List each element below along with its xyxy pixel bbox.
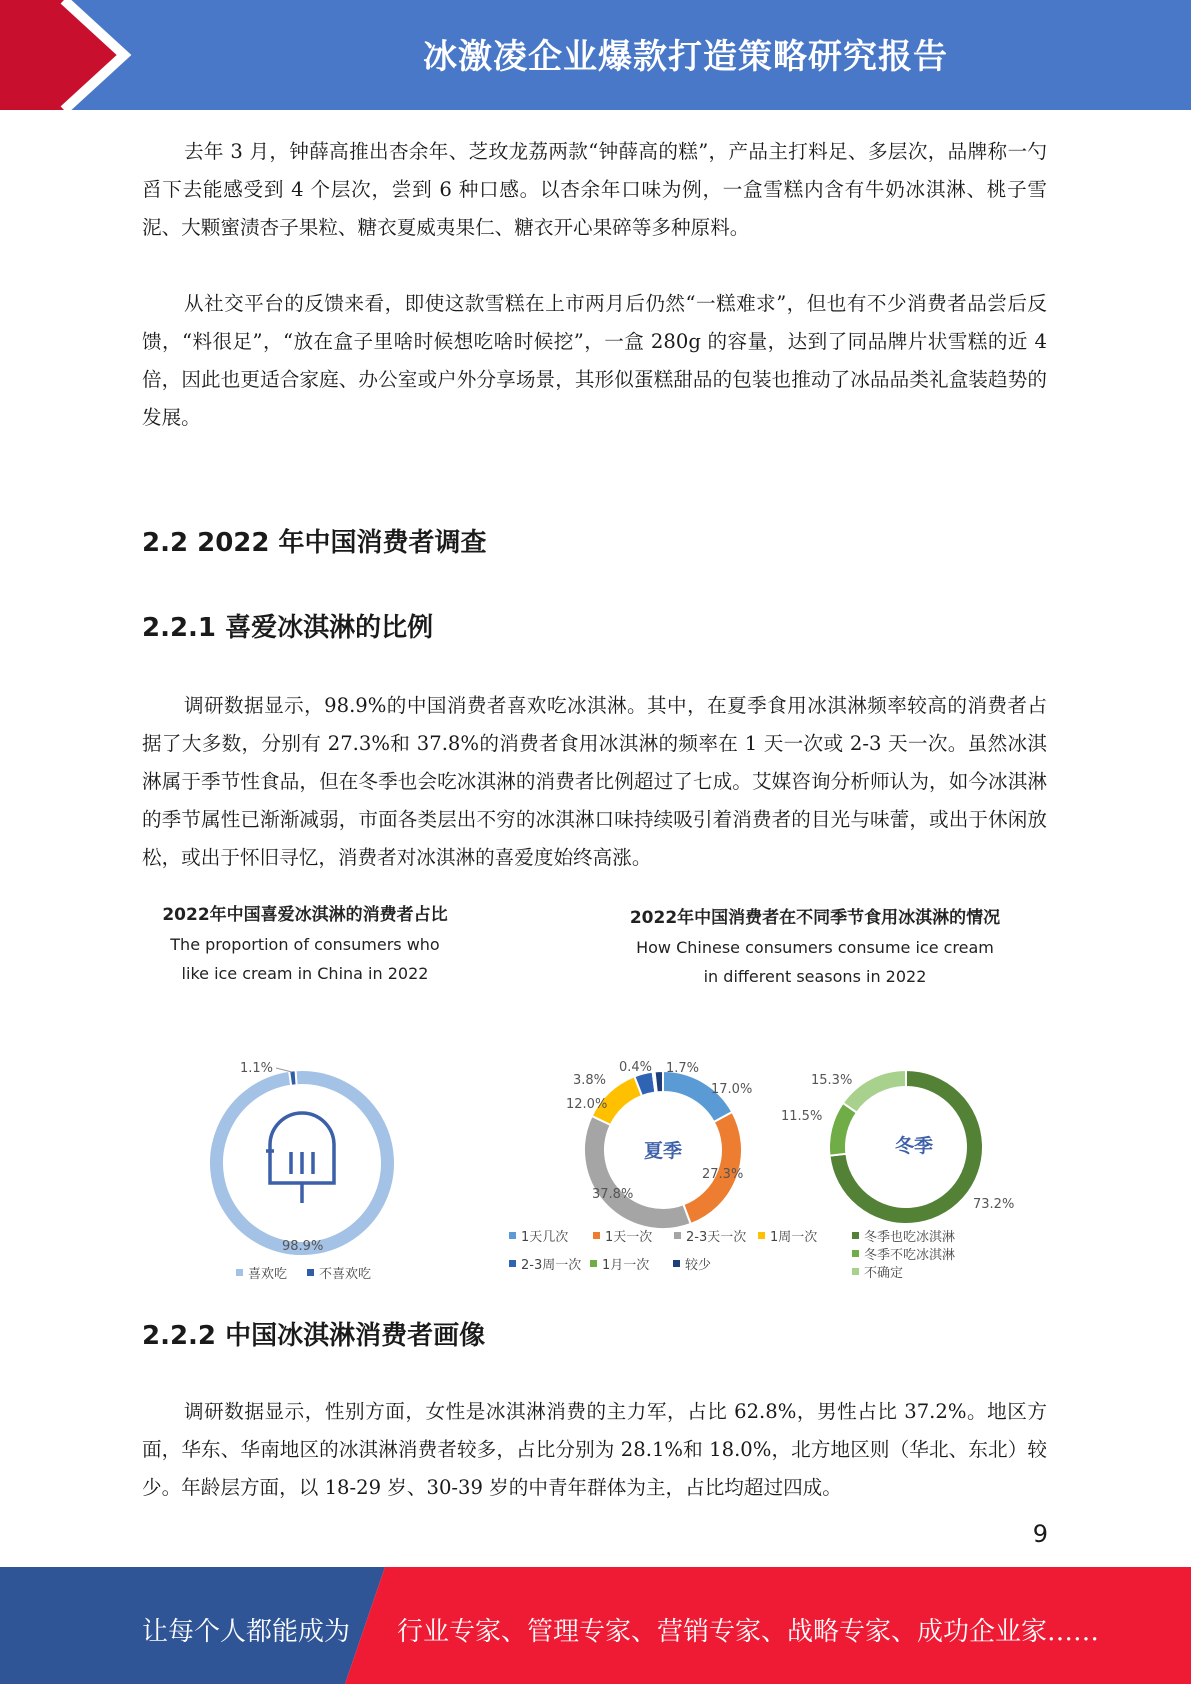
chart1-legend-dislike: 不喜欢吃 (319, 1267, 372, 1282)
chart2-subtitle-line1: How Chinese consumers consume ice cream (636, 938, 994, 957)
chart2-legend-5: 2-3周一次 (521, 1258, 582, 1273)
chart3-legend-swatch-1 (852, 1232, 859, 1239)
chart2-legend-swatch-1 (509, 1232, 516, 1239)
header-title: 冰激凌企业爆款打造策略研究报告 (423, 36, 948, 77)
section-heading-2-2-2: 2.2.2 中国冰淇淋消费者画像 (142, 1321, 486, 1351)
chart2-label-12-0: 12.0% (566, 1097, 608, 1112)
chart1-label-98-9: 98.9% (282, 1239, 324, 1254)
chart2-legend-1: 1天几次 (521, 1230, 569, 1245)
paragraph-1: 去年 3 月，钟薛高推出杏余年、芝玫龙荔两款“钟薛高的糕”，产品主打料足、多层次，品牌称一勺舀下去能感受到 4 个层次，尝到 6 种口感。以杏余年口味为例，一盒雪糕内含有牛奶冰淇淋、桃子雪泥、大颗蜜渍杏子果粒、糖衣夏威夷果仁、糖衣开心果碎等多种原料。 (142, 140, 1047, 239)
chart2-legend-3: 2-3天一次 (686, 1230, 747, 1245)
chart1-subtitle-line2: like ice cream in China in 2022 (181, 964, 429, 983)
chart3-legend-1: 冬季也吃冰淇淋 (864, 1230, 956, 1245)
chart2-legend-swatch-4 (758, 1232, 765, 1239)
chart1-legend-like: 喜欢吃 (248, 1267, 288, 1282)
ice-cream-icon (266, 1113, 334, 1203)
chart3-center-label: 冬季 (894, 1135, 934, 1157)
chart3-legend-swatch-3 (852, 1268, 859, 1275)
chart1-legend-swatch-dislike (307, 1269, 314, 1276)
chart3-legend-2: 冬季不吃冰淇淋 (864, 1248, 956, 1263)
chart2-legend-swatch-6 (590, 1260, 597, 1267)
chart2-legend-swatch-7 (673, 1260, 680, 1267)
section-heading-2-2: 2.2 2022 年中国消费者调查 (142, 528, 487, 558)
chart2-legend-7: 较少 (685, 1258, 712, 1273)
chart3-legend-3: 不确定 (864, 1266, 904, 1281)
chart3-label-15-3: 15.3% (811, 1073, 853, 1088)
chart2-center-label: 夏季 (643, 1140, 683, 1162)
chart2-legend-6: 1月一次 (602, 1258, 650, 1273)
chart2-label-37-8: 37.8% (592, 1187, 634, 1202)
chart2-label-27-3: 27.3% (702, 1167, 744, 1182)
chart2-slice-3 (584, 1116, 691, 1229)
chart2-label-0-4: 0.4% (619, 1060, 653, 1075)
page-number: 9 (1032, 1520, 1048, 1548)
chart2-slice-7 (655, 1071, 663, 1092)
chart3-label-73-2: 73.2% (973, 1197, 1015, 1212)
chart2-title: 2022年中国消费者在不同季节食用冰淇淋的情况 (629, 908, 1001, 928)
chart2-legend-swatch-3 (674, 1232, 681, 1239)
chart2-label-1-7: 1.7% (666, 1061, 700, 1076)
chart1-subtitle-line1: The proportion of consumers who (170, 935, 440, 954)
chart1-slice-2 (289, 1070, 296, 1086)
paragraph-3: 调研数据显示，98.9%的中国消费者喜欢吃冰淇淋。其中，在夏季食用冰淇淋频率较高的消费者占据了大多数，分别有 27.3%和 37.8%的消费者食用冰淇淋的频率在 1 天一次或 2-3 天一次。虽然冰淇淋属于季节性食品，但在冬季也会吃冰淇淋的消费者比例超过了七成。艾媒咨询分析师认为，如今冰淇淋的季节属性已渐渐减弱，市面各类层出不穷的冰淇淋口味持续吸引着消费者的目光与味蕾，或出于休闲放松，或出于怀旧寻忆，消费者对冰淇淋的喜爱度始终高涨。 (142, 694, 1047, 869)
footer-slogan-left: 让每个人都能成为 (142, 1617, 351, 1647)
chart2-legend-swatch-5 (509, 1260, 516, 1267)
chart2-legend-2: 1天一次 (605, 1230, 653, 1245)
section-heading-2-2-1: 2.2.1 喜爱冰淇淋的比例 (142, 613, 434, 643)
chart1-title: 2022年中国喜爱冰淇淋的消费者占比 (162, 905, 448, 925)
chart2-subtitle-line2: in different seasons in 2022 (703, 967, 927, 986)
chart3-slice-3 (843, 1070, 906, 1113)
paragraph-4: 调研数据显示，性别方面，女性是冰淇淋消费的主力军，占比 62.8%，男性占比 37.2%。地区方面，华东、华南地区的冰淇淋消费者较多，占比分别为 28.1%和 18.0%，北方地区则（华北、东北）较少。年龄层方面，以 18-29 岁、30-39 岁的中青年群体为主，占比均超过四成。 (142, 1400, 1047, 1499)
chart2-legend-4: 1周一次 (770, 1230, 818, 1245)
chart3-label-11-5: 11.5% (781, 1109, 823, 1124)
chart3-legend-swatch-2 (852, 1250, 859, 1257)
chart2-label-3-8: 3.8% (573, 1073, 607, 1088)
chart2-label-17-0: 17.0% (711, 1082, 753, 1097)
chart1-label-1-1: 1.1% (240, 1061, 274, 1076)
chart2-legend-swatch-2 (593, 1232, 600, 1239)
paragraph-2: 从社交平台的反馈来看，即使这款雪糕在上市两月后仍然“一糕难求”，但也有不少消费者品尝后反馈，“料很足”，“放在盒子里啥时候想吃啥时候挖”，一盒 280g 的容量，达到了同品牌片状雪糕的近 4 倍，因此也更适合家庭、办公室或户外分享场景，其形似蛋糕甜品的包装也推动了冰品品类礼盒装趋势的发展。 (142, 292, 1047, 429)
chart1-legend-swatch-like (236, 1269, 243, 1276)
footer-slogan-right: 行业专家、管理专家、营销专家、战略专家、成功企业家…… (397, 1617, 1100, 1647)
